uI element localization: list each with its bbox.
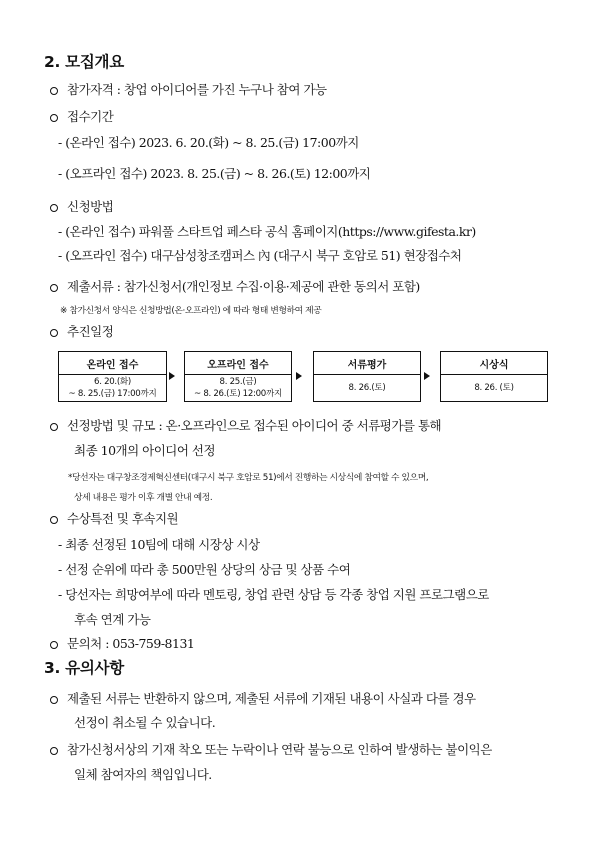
- schedule-box-body: [185, 375, 291, 400]
- arrow-right-icon: [296, 372, 302, 380]
- schedule-box-review: [313, 351, 421, 402]
- circle-bullet-icon: [50, 641, 58, 649]
- circle-bullet-icon: [50, 696, 58, 704]
- arrow-right-icon: [169, 372, 175, 380]
- schedule-box-title: 서류평가: [314, 352, 420, 375]
- notice-text-cont: 선정이 취소될 수 있습니다.: [74, 715, 216, 730]
- selection-text-cont: 최종 10개의 아이디어 선정: [74, 443, 216, 458]
- contact-text: 문의처 : 053-759-8131: [67, 636, 195, 651]
- benefits-title: 수상특전 및 후속지원: [67, 511, 179, 526]
- schedule-box-body: [314, 375, 420, 400]
- schedule-box-title: 시상식: [441, 352, 547, 375]
- period-item: [50, 107, 113, 125]
- documents-text: 제출서류 : 참가신청서(개인정보 수집·이용·제공에 관한 동의서 포함): [67, 279, 420, 294]
- documents-note: ※ 참가신청서 양식은 신청방법(온·오프라인) 에 따라 형태 변형하여 제공: [60, 306, 322, 316]
- notice-text: 제출된 서류는 반환하지 않으며, 제출된 서류에 기재된 내용이 사실과 다를 경우: [67, 691, 476, 706]
- method-item: [50, 197, 113, 215]
- section-2-title: 2. 모집개요: [44, 53, 124, 71]
- schedule-box-date: 6. 20.(화): [94, 376, 131, 387]
- documents-item: [50, 277, 420, 295]
- eligibility-text: 참가자격 : 창업 아이디어를 가진 누구나 참여 가능: [67, 82, 327, 97]
- schedule-box-date: ~ 8. 26.(토) 12:00까지: [194, 388, 282, 399]
- schedule-box-body: [59, 375, 166, 400]
- notice-item-1: [50, 689, 476, 707]
- schedule-box-online: [58, 351, 167, 402]
- arrow-right-icon: [424, 372, 430, 380]
- contact-item: [50, 634, 194, 652]
- schedule-box-body: [441, 375, 547, 400]
- method-offline: - (오프라인 접수) 대구삼성창조캠퍼스 內 (대구시 북구 호암로 51) 현장접수처: [58, 248, 462, 263]
- period-title: 접수기간: [67, 109, 114, 124]
- schedule-box-title: 오프라인 접수: [185, 352, 291, 375]
- section-3-title: 3. 유의사항: [44, 659, 124, 677]
- circle-bullet-icon: [50, 284, 58, 292]
- circle-bullet-icon: [50, 204, 58, 212]
- circle-bullet-icon: [50, 423, 58, 431]
- notice-text: 참가신청서상의 기재 착오 또는 누락이나 연락 불능으로 인하여 발생하는 불이익은: [67, 742, 492, 757]
- circle-bullet-icon: [50, 87, 58, 95]
- method-online: - (온라인 접수) 파워풀 스타트업 페스타 공식 홈페이지(https://www.gifesta.kr): [58, 224, 476, 239]
- selection-note-cont: 상세 내용은 평가 이후 개별 안내 예정.: [74, 493, 213, 503]
- circle-bullet-icon: [50, 329, 58, 337]
- benefit-support: - 당선자는 희망여부에 따라 멘토링, 창업 관련 상담 등 각종 창업 지원 프로그램으로: [58, 587, 489, 602]
- period-offline: - (오프라인 접수) 2023. 8. 25.(금) ~ 8. 26.(토) 12:00까지: [58, 166, 371, 181]
- schedule-item: [50, 322, 113, 340]
- schedule-title: 추진일정: [67, 324, 114, 339]
- selection-item: [50, 416, 441, 434]
- schedule-box-date: 8. 26.(토): [348, 382, 386, 393]
- eligibility-item: [50, 80, 327, 98]
- selection-text: 선정방법 및 규모 : 온·오프라인으로 접수된 아이디어 중 서류평가를 통해: [67, 418, 442, 433]
- schedule-box-ceremony: [440, 351, 548, 402]
- circle-bullet-icon: [50, 747, 58, 755]
- schedule-box-title: 온라인 접수: [59, 352, 166, 375]
- benefits-item: [50, 509, 178, 527]
- circle-bullet-icon: [50, 516, 58, 524]
- circle-bullet-icon: [50, 114, 58, 122]
- schedule-box-date: ~ 8. 25.(금) 17:00까지: [68, 388, 157, 399]
- schedule-box-date: 8. 26. (토): [474, 382, 514, 393]
- benefit-support-cont: 후속 연계 가능: [74, 612, 151, 627]
- selection-note: *당선자는 대구창조경제혁신센터(대구시 북구 호암로 51)에서 진행하는 시상식에 참여할 수 있으며,: [68, 473, 429, 483]
- notice-item-2: [50, 740, 492, 758]
- period-online: - (온라인 접수) 2023. 6. 20.(화) ~ 8. 25.(금) 17:00까지: [58, 135, 359, 150]
- schedule-box-date: 8. 25.(금): [219, 376, 257, 387]
- benefit-award: - 최종 선정된 10팀에 대해 시장상 시상: [58, 537, 260, 552]
- benefit-prize: - 선정 순위에 따라 총 500만원 상당의 상금 및 상품 수여: [58, 562, 351, 577]
- notice-text-cont: 일체 참여자의 책임입니다.: [74, 767, 212, 782]
- schedule-box-offline: [184, 351, 292, 402]
- method-title: 신청방법: [67, 199, 114, 214]
